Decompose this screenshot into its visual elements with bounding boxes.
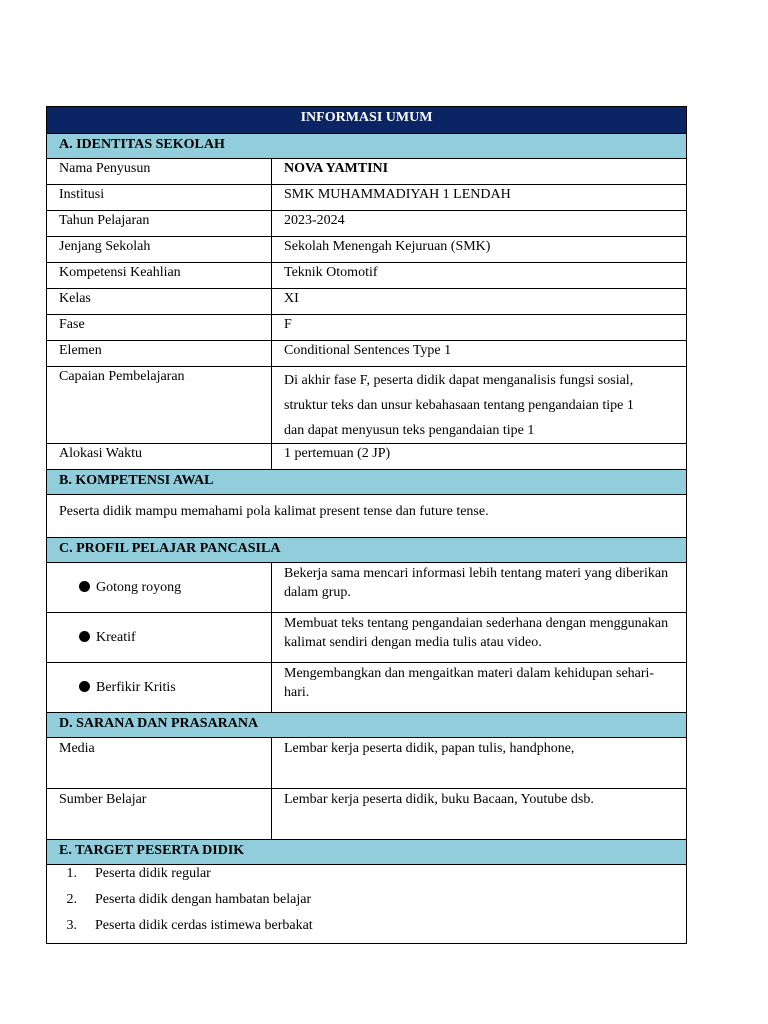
list-number: 1. — [66, 866, 77, 881]
table-row — [47, 341, 687, 367]
list-text: Peserta didik dengan hambatan belajar — [95, 892, 312, 907]
capaian-line: Di akhir fase F, peserta didik dapat menganalisis fungsi sosial, — [284, 373, 634, 388]
sarana-label: Sumber Belajar — [47, 789, 272, 840]
target-list-cell — [47, 865, 687, 944]
table-row — [47, 211, 687, 237]
table-title: INFORMASI UMUM — [47, 107, 687, 134]
alokasi-value: 1 pertemuan (2 JP) — [272, 444, 687, 470]
capaian-label: Capaian Pembelajaran — [47, 367, 272, 444]
row-value: Sekolah Menengah Kejuruan (SMK) — [272, 237, 687, 263]
row-value: XI — [272, 289, 687, 315]
profil-label — [47, 613, 272, 663]
section-e-header — [47, 840, 687, 865]
profil-label — [47, 663, 272, 713]
capaian-line: struktur teks dan unsur kebahasaan tentang pengandaian tipe 1 — [284, 398, 634, 413]
row-value: F — [272, 315, 687, 341]
row-label: Fase — [47, 315, 272, 341]
target-row — [47, 865, 687, 944]
profil-desc: Membuat teks tentang pengandaian sederhana dengan menggunakan kalimat sendiri dengan media tulis atau video. — [272, 613, 687, 663]
informasi-umum-document — [46, 106, 686, 944]
profil-row — [47, 663, 687, 713]
row-label: Nama Penyusun — [47, 159, 272, 185]
table-row — [47, 315, 687, 341]
row-value: 2023-2024 — [272, 211, 687, 237]
capaian-value — [272, 367, 687, 444]
row-label: Jenjang Sekolah — [47, 237, 272, 263]
capaian-row — [47, 367, 687, 444]
kompetensi-awal-row — [47, 495, 687, 538]
section-a-heading: A. IDENTITAS SEKOLAH — [47, 134, 687, 159]
section-b-heading: B. KOMPETENSI AWAL — [47, 470, 687, 495]
kompetensi-awal-text: Peserta didik mampu memahami pola kalimat present tense dan future tense. — [47, 495, 687, 538]
informasi-umum-table — [46, 106, 687, 944]
capaian-line: dan dapat menyusun teks pengandaian tipe 1 — [284, 423, 535, 438]
row-value: SMK MUHAMMADIYAH 1 LENDAH — [272, 185, 687, 211]
alokasi-label: Alokasi Waktu — [47, 444, 272, 470]
list-number: 3. — [66, 918, 77, 933]
table-row — [47, 159, 687, 185]
profil-desc: Mengembangkan dan mengaitkan materi dalam kehidupan sehari-hari. — [272, 663, 687, 713]
list-item — [47, 865, 686, 891]
alokasi-row — [47, 444, 687, 470]
bullet-icon — [79, 631, 90, 642]
section-e-heading: E. TARGET PESERTA DIDIK — [47, 840, 687, 865]
sarana-row — [47, 738, 687, 789]
row-value: Teknik Otomotif — [272, 263, 687, 289]
table-row — [47, 237, 687, 263]
bullet-icon — [79, 581, 90, 592]
list-number: 2. — [66, 892, 77, 907]
profil-row — [47, 563, 687, 613]
sarana-value: Lembar kerja peserta didik, papan tulis, handphone, — [272, 738, 687, 789]
profil-label-text: Gotong royong — [96, 579, 182, 595]
section-a-header — [47, 134, 687, 159]
list-text: Peserta didik cerdas istimewa berbakat — [95, 918, 313, 933]
table-row — [47, 185, 687, 211]
row-label: Elemen — [47, 341, 272, 367]
list-item — [47, 891, 686, 917]
profil-desc: Bekerja sama mencari informasi lebih tentang materi yang diberikan dalam grup. — [272, 563, 687, 613]
section-c-heading: C. PROFIL PELAJAR PANCASILA — [47, 538, 687, 563]
sarana-label: Media — [47, 738, 272, 789]
list-text: Peserta didik regular — [95, 866, 211, 881]
row-value: Conditional Sentences Type 1 — [272, 341, 687, 367]
row-label: Institusi — [47, 185, 272, 211]
profil-label-text: Berfikir Kritis — [96, 679, 176, 695]
sarana-row — [47, 789, 687, 840]
table-row — [47, 263, 687, 289]
profil-label — [47, 563, 272, 613]
table-row — [47, 289, 687, 315]
profil-label-text: Kreatif — [96, 629, 136, 645]
row-label: Kompetensi Keahlian — [47, 263, 272, 289]
section-d-header — [47, 713, 687, 738]
row-label: Kelas — [47, 289, 272, 315]
profil-row — [47, 613, 687, 663]
list-item — [47, 917, 686, 943]
sarana-value: Lembar kerja peserta didik, buku Bacaan, Youtube dsb. — [272, 789, 687, 840]
title-row — [47, 107, 687, 134]
row-label: Tahun Pelajaran — [47, 211, 272, 237]
section-b-header — [47, 470, 687, 495]
row-value: NOVA YAMTINI — [272, 159, 687, 185]
section-d-heading: D. SARANA DAN PRASARANA — [47, 713, 687, 738]
bullet-icon — [79, 681, 90, 692]
section-c-header — [47, 538, 687, 563]
target-list — [47, 865, 686, 943]
